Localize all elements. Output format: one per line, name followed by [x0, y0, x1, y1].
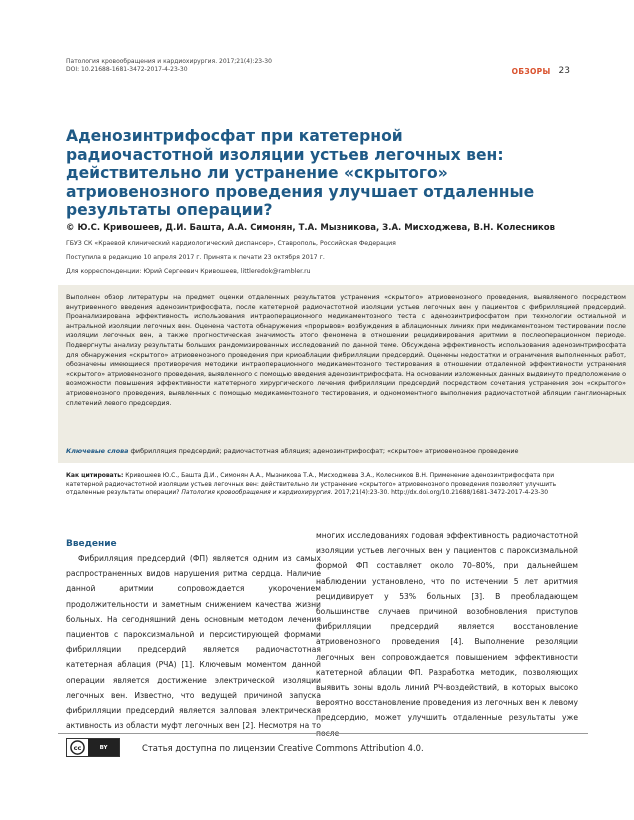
citation-block [66, 472, 586, 498]
cc-icon [67, 739, 88, 756]
article-title: Аденозинтрифосфат при катетерной радиочастотной изоляции устьев легочных вен: действительно ли устранение «скрытого» атриовенозного проведения улучшает отдаленные результаты операции? [66, 127, 535, 219]
abstract-box [58, 285, 634, 463]
license-block [66, 738, 424, 757]
section-label: ОБЗОРЫ [511, 66, 551, 76]
by-icon: BY [88, 739, 119, 756]
page-header [66, 58, 570, 82]
received-dates: Поступила в редакцию 10 апреля 2017 г. Принята к печати 23 октября 2017 г. [66, 254, 325, 261]
intro-paragraph-right: многих исследованиях годовая эффективность радиочастотной изоляции устьев легочных вен у пациентов с пароксизмальной формой ФП составляет около 70–80%, при дальнейшем наблюдении установлено, что по истечении 5 лет аритмия рецидивирует у 53% больных [3]. В преобладающем большинстве случаев причиной возобновления приступов фибрилляции предсердий является восстановление атриовенозного проведения [4]. Выполнение резоляции легочных вен сопровождается повышением эффективности катетерной аблации ФП. Разработка методик, позволяющих выявить зоны вдоль линий РЧ-воздействий, в которых высоко вероятно восстановление проведения из легочных вен к левому предсердию, может улучшить отдаленные результаты уже [316, 531, 578, 723]
keywords-line [66, 447, 626, 456]
doi-line: DOI: 10.21688-1681-3472-2017-4-23-30 [66, 66, 188, 73]
intro-paragraph-left: Фибрилляция предсердий (ФП) является одним из самых распространенных видов нарушения ритма сердца. Наличие данной аритмии сопровождается укорочением продолжительности и заметным снижением качества жизни больных. На сегодняшний день основным методом лечения пациентов с пароксизмальной и персистирующей формами фибрилляции предсердий является радиочастотная катетерная аблация (РЧА) [1]. Ключевым моментом данной операции является достижение электрической изоляции легочных вен. Известно, что ведущей причиной запуска фибрилляции предсердий является залповая электрическая активность из области муфт легочных вен [2]. Несмотря на то [66, 554, 321, 731]
correspondence: Для корреспонденции: Юрий Сергеевич Кривошеев, littleredok@rambler.ru [66, 268, 311, 275]
citation-label: Как цитировать: [66, 472, 124, 479]
keywords-text: фибрилляция предсердий; радиочастотная абляция; аденозинтрифосфат; «скрытое» атриовенозное проведение [128, 447, 519, 455]
page-number: 23 [558, 66, 570, 76]
citation-doi: 2017;21(4):23-30. http://dx.doi.org/10.21688/1681-3472-2017-4-23-30 [332, 489, 549, 496]
authors: © Ю.С. Кривошеев, Д.И. Башта, А.А. Симонян, Т.А. Мызникова, З.А. Мисходжева, В.Н. Колесников [66, 223, 556, 233]
citation-text: Кривошеев Ю.С., Башта Д.И., Симонян А.А., Мызникова Т.А., Мисходжева З.А., Колесников В.Н. Применение аденозинтрифосфата при катетерной радиочастотной изоляции устьев легочных вен: действительно ли устранение «скрытого» атриовенозного проведения позволяет улучшить отдаленные результаты операции? [66, 472, 557, 496]
body-column-left [66, 538, 321, 749]
citation-journal: Патология кровообращения и кардиохирургия. [181, 489, 333, 496]
footer-divider [58, 733, 588, 734]
section-marker [512, 66, 570, 76]
license-text: Статья доступна по лицензии Creative Commons Attribution 4.0. [142, 742, 424, 753]
intro-heading: Введение [66, 539, 117, 549]
cc-icon-text: cc [73, 744, 82, 753]
abstract-text: Выполнен обзор литературы на предмет оценки отдаленных результатов устранения «скрытого» атриовенозного проведения, выявляемого посредством внутривенного введения аденозинтрифосфата, после катетерной радиочастотной изоляции устьев легочных вен у пациентов с фибрилляцией предсердий. Проанализирована эффективность использования интраоперационного медикаментозного теста с аденозинтрифосфатом при технологии остиальной и антральной изоляции легочных вен. Оценена частота обнаружения «прорывов» возбуждения в аблационных линиях при медикаментозном тестировании после изоляции легочных вен, а также прогностическая значимость этого феномена в отношении рецидивирования аритмии в послеоперационном периоде. Подвергнуты анализу результаты больших рандомизированных исследований по данной теме. Обсуждена эффективность использования аденозинтрифосфата для обнаружения «скрытого» атриовенозного проведения при криоаблации фибрилляции предсердий. Оценены недостатки и ограничения выполненных работ, обозначены имеющиеся противоречия методики интраоперационного медикаментозного тестирования в отношении отдаленной эффективности устранения «скрытого» атриовенозного проведения, выявленного с помощью введения аденозинтрифосфата. На основании изложенных данных выдвинуто предположение о возможности повышения эффективности катетерного хирургического лечения фибрилляции предсердий посредством сочетания устранения зон «скрытого» атриовенозного проведения, выявленных с помощью медикаментозного тестирования, и одномоментного выполнения радиочастотной абляции ганглионарных сплетений левого предсердия. [66, 293, 626, 407]
cc-by-badge [66, 738, 120, 757]
affiliation: ГБУЗ СК «Краевой клинический кардиологический диспансер», Ставрополь, Российская Федерация [66, 240, 396, 247]
body-column-right [316, 528, 578, 741]
journal-name: Патология кровообращения и кардиохирургия. 2017;21(4):23-30 [66, 58, 272, 65]
keywords-label: Ключевые слова [66, 447, 129, 455]
